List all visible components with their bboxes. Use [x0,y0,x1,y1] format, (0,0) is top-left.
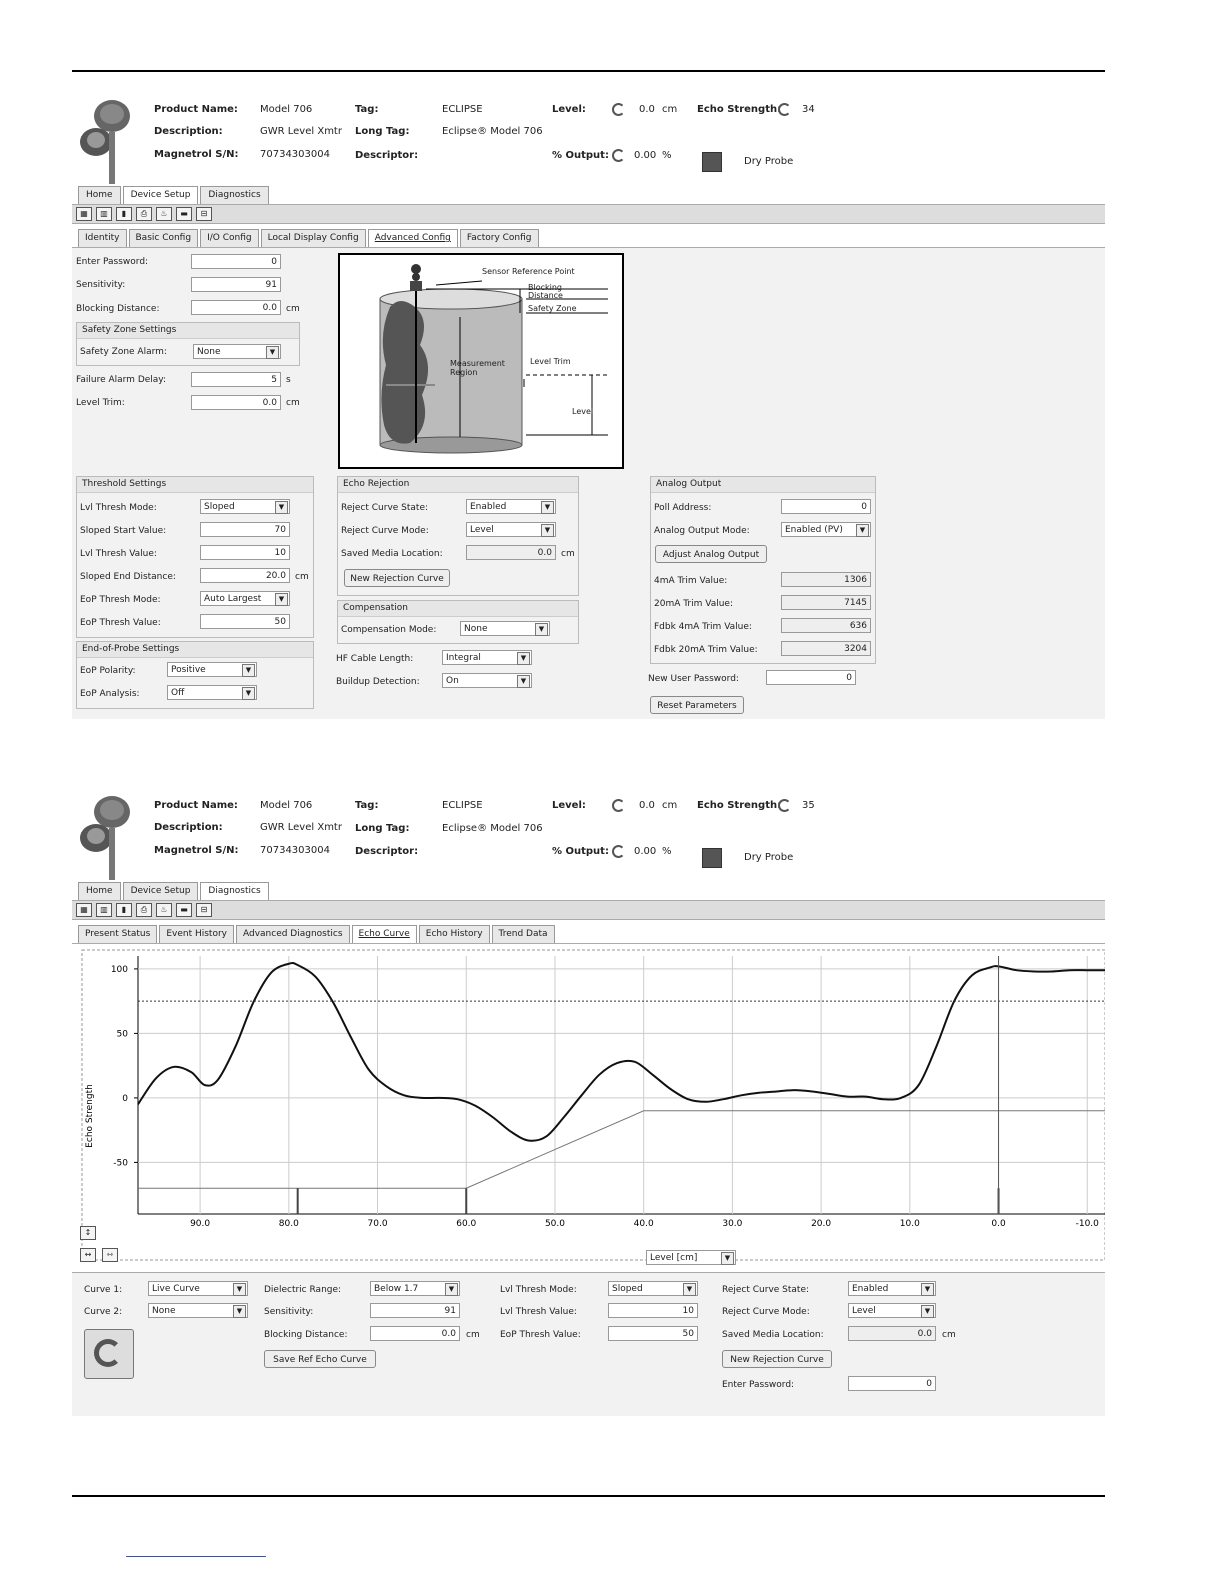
product-name-label: Product Name: [154,800,238,811]
dielectric-range-value: Below 1.7 [374,1284,419,1294]
eop-analysis-select[interactable] [167,685,257,700]
saved-media-location-value: 0.0 [848,1326,936,1341]
reset-parameters-button[interactable]: Reset Parameters [650,696,744,714]
sub-tabs [78,925,555,943]
level-trim-label: Level Trim: [76,398,125,408]
s-unit: s [286,375,291,385]
long-tag-label: Long Tag: [355,823,410,834]
reject-curve-state-select[interactable] [848,1281,936,1296]
tab-echo-curve[interactable]: Echo Curve [352,925,417,944]
sloped-end-input[interactable]: 20.0 [200,568,290,583]
tab-io-config[interactable]: I/O Config [200,229,259,248]
reject-curve-mode-select[interactable] [466,522,556,537]
print-icon[interactable]: ⎙ [136,903,152,917]
reject-curve-mode-select[interactable] [848,1303,936,1318]
output-label: % Output: [552,846,609,857]
echo-strength-label: Echo Strength: [697,104,782,115]
chevron-down-icon[interactable]: ▼ [921,1305,934,1318]
lvl-thresh-mode-select[interactable] [200,499,290,514]
status-indicator [702,848,722,868]
description-value: GWR Level Xmtr [260,126,342,137]
cm-unit: cm [561,549,575,559]
footer-link-line [126,1556,266,1557]
sloped-start-label: Sloped Start Value: [80,526,167,536]
horizontal-fit-icon[interactable]: ⇿ [102,1248,118,1262]
threshold-settings-group [76,476,314,638]
reject-curve-state-value: Enabled [852,1284,889,1294]
chevron-down-icon[interactable]: ▼ [535,623,548,636]
sensitivity-label: Sensitivity: [76,280,126,290]
compensation-title: Compensation [338,601,578,617]
status-text: Dry Probe [744,852,794,863]
y-tick-label: 0 [122,1093,128,1104]
reject-curve-mode-value: Level [470,525,494,535]
tab-factory-config[interactable]: Factory Config [460,229,539,248]
x-tick-label: 20.0 [811,1219,832,1229]
safety-zone-group [76,322,300,366]
lvl-thresh-value-input[interactable]: 10 [200,545,290,560]
lvl-thresh-value-label: Lvl Thresh Value: [500,1307,577,1317]
vertical-zoom-icon[interactable]: ↕ [80,1226,96,1240]
echo-strength-value: 35 [802,800,815,811]
x-tick-label: 70.0 [367,1219,388,1229]
sub-tabs [78,229,539,247]
x-axis-unit-select[interactable] [646,1250,736,1265]
tag-value: ECLIPSE [442,800,483,811]
description-label: Description: [154,822,223,833]
main-tabs [78,882,269,900]
curve2-label: Curve 2: [84,1307,123,1317]
refresh-icon[interactable] [612,845,625,858]
curve1-label: Curve 1: [84,1285,123,1295]
status-indicator [702,152,722,172]
hf-cable-length-label: HF Cable Length: [336,654,414,664]
echo-curve-content [72,943,1105,1415]
chevron-down-icon[interactable]: ▼ [275,501,288,514]
refresh-icon[interactable] [778,103,791,116]
tab-device-setup[interactable]: Device Setup [123,186,199,205]
chevron-down-icon[interactable]: ▼ [683,1283,696,1296]
echo-strength-label: Echo Strength: [697,800,782,811]
safety-zone-alarm-select[interactable] [193,344,281,359]
layout-alt-icon[interactable]: ▥ [96,207,112,221]
safety-zone-group-title: Safety Zone Settings [77,323,299,339]
tab-basic-config[interactable]: Basic Config [129,229,199,248]
lvl-thresh-mode-label: Lvl Thresh Mode: [80,503,157,513]
chevron-down-icon[interactable]: ▼ [445,1283,458,1296]
fdbk4-value: 636 [781,618,871,633]
analog-output-group [650,476,876,664]
curve2-value: None [152,1306,176,1316]
chevron-down-icon[interactable]: ▼ [242,687,255,700]
chevron-down-icon[interactable]: ▼ [233,1283,246,1296]
reject-curve-state-value: Enabled [470,502,507,512]
eop-polarity-label: EoP Polarity: [80,666,136,676]
horizontal-zoom-icon[interactable]: ↔ [80,1248,96,1262]
eop-thresh-value-input[interactable]: 50 [200,614,290,629]
refresh-icon[interactable] [612,149,625,162]
output-value: 0.00 [634,150,657,161]
level-label: Level: [552,104,586,115]
serial-value: 70734303004 [260,845,330,856]
x-tick-label: 10.0 [899,1219,920,1229]
diagram-label-distance: Distance [528,291,563,300]
reject-curve-mode-label: Reject Curve Mode: [722,1307,810,1317]
dielectric-range-label: Dielectric Range: [264,1285,342,1295]
tab-home[interactable]: Home [78,882,121,901]
long-tag-label: Long Tag: [355,126,410,137]
transmitter-image [76,94,136,186]
level-measurement-diagram [338,253,624,469]
chevron-down-icon[interactable]: ▼ [921,1283,934,1296]
device-icon[interactable]: ♨ [156,903,172,917]
new-rejection-curve-button[interactable]: New Rejection Curve [344,569,450,587]
tag-value: ECLIPSE [442,104,483,115]
tab-echo-history[interactable]: Echo History [419,925,490,944]
blocking-distance-input[interactable]: 0.0 [370,1326,460,1341]
echo-rejection-group [337,476,579,596]
eop-polarity-select[interactable] [167,662,257,677]
output-unit: % [662,150,672,161]
level-label: Level: [552,800,586,811]
chevron-down-icon[interactable]: ▼ [242,664,255,677]
lvl-thresh-mode-value: Sloped [612,1284,643,1294]
status-text: Dry Probe [744,156,794,167]
diagram-label-measurement: Measurement [450,359,505,368]
diagram-label-level: Level [572,407,594,416]
fdbk20-value: 3204 [781,641,871,656]
enter-password-input[interactable]: 0 [191,254,281,269]
adjust-analog-output-button[interactable]: Adjust Analog Output [655,545,767,563]
eop-thresh-value-label: EoP Thresh Value: [80,618,161,628]
analog-output-mode-select[interactable] [781,522,871,537]
sloped-end-label: Sloped End Distance: [80,572,176,582]
y-axis-label: Echo Strength [85,1084,95,1148]
tab-diagnostics[interactable]: Diagnostics [200,186,268,205]
eop-analysis-value: Off [171,688,185,698]
chevron-down-icon[interactable]: ▼ [721,1252,734,1265]
long-tag-value: Eclipse® Model 706 [442,823,543,834]
saved-media-location-label: Saved Media Location: [341,549,443,559]
cm-unit: cm [286,304,300,314]
echo-rejection-title: Echo Rejection [338,477,578,493]
eop-thresh-mode-value: Auto Largest [204,594,262,604]
x-tick-label: 0.0 [991,1219,1006,1229]
curve2-select[interactable] [148,1303,248,1318]
chevron-down-icon[interactable]: ▼ [517,652,530,665]
reject-curve-mode-label: Reject Curve Mode: [341,526,429,536]
lvl-thresh-mode-label: Lvl Thresh Mode: [500,1285,577,1295]
refresh-icon[interactable] [612,103,625,116]
toolbar [72,900,1105,920]
level-unit: cm [662,104,678,115]
fdbk4-label: Fdbk 4mA Trim Value: [654,622,752,632]
layout-alt-icon[interactable]: ▥ [96,903,112,917]
chevron-down-icon[interactable]: ▼ [541,501,554,514]
description-value: GWR Level Xmtr [260,822,342,833]
layout-icon[interactable]: ▦ [76,903,92,917]
tab-advanced-config[interactable]: Advanced Config [368,229,458,248]
analog-output-mode-value: Enabled (PV) [785,525,843,535]
threshold-settings-title: Threshold Settings [77,477,313,493]
x-tick-label: 50.0 [544,1219,565,1229]
failure-alarm-delay-label: Failure Alarm Delay: [76,375,166,385]
sensitivity-label: Sensitivity: [264,1307,314,1317]
x-tick-label: 60.0 [456,1219,477,1229]
diagram-label-safety-zone: Safety Zone [528,304,577,313]
product-name-label: Product Name: [154,104,238,115]
enter-password-label: Enter Password: [722,1380,795,1390]
refresh-icon[interactable] [612,799,625,812]
page-bottom-rule [72,1495,1105,1497]
hf-cable-length-value: Integral [446,653,481,663]
toolbar [72,204,1105,224]
fdbk20-label: Fdbk 20mA Trim Value: [654,645,758,655]
tab-diagnostics[interactable]: Diagnostics [200,882,268,901]
descriptor-label: Descriptor: [355,150,419,161]
device-icon[interactable]: ♨ [156,207,172,221]
tab-home[interactable]: Home [78,186,121,205]
x-tick-label: 90.0 [190,1219,211,1229]
image-icon[interactable]: ▬ [176,903,192,917]
diagnostics-screen [72,788,1105,1414]
page-top-rule [72,70,1105,72]
reject-curve-mode-value: Level [852,1306,876,1316]
sloped-start-input[interactable]: 70 [200,522,290,537]
blocking-distance-input[interactable]: 0.0 [191,300,281,315]
layout-icon[interactable]: ▦ [76,207,92,221]
tag-label: Tag: [355,800,379,811]
chevron-down-icon[interactable]: ▼ [233,1305,246,1318]
new-rejection-curve-button[interactable]: New Rejection Curve [722,1350,832,1368]
eop-analysis-label: EoP Analysis: [80,689,140,699]
analog-output-title: Analog Output [651,477,875,493]
long-tag-value: Eclipse® Model 706 [442,126,543,137]
product-name-value: Model 706 [260,104,313,115]
tab-local-display-config[interactable]: Local Display Config [261,229,366,248]
tab-event-history[interactable]: Event History [159,925,234,944]
curve1-value: Live Curve [152,1284,200,1294]
eop-thresh-mode-select[interactable] [200,591,290,606]
cm-unit: cm [295,572,309,582]
analog-output-mode-label: Analog Output Mode: [654,526,750,536]
window-icon[interactable]: ⊟ [196,207,212,221]
tab-identity[interactable]: Identity [78,229,127,248]
eop-thresh-value-input[interactable]: 50 [608,1326,698,1341]
y-tick-label: 50 [116,1029,128,1040]
serial-value: 70734303004 [260,149,330,160]
trim4-value: 1306 [781,572,871,587]
cm-unit: cm [466,1330,480,1340]
eop-settings-title: End-of-Probe Settings [77,642,313,658]
tab-advanced-diagnostics[interactable]: Advanced Diagnostics [236,925,350,944]
poll-address-label: Poll Address: [654,503,712,513]
description-label: Description: [154,126,223,137]
compensation-mode-select[interactable] [460,621,550,636]
new-user-password-label: New User Password: [648,674,739,684]
trim20-value: 7145 [781,595,871,610]
hf-cable-length-select[interactable] [442,650,532,665]
tag-label: Tag: [355,104,379,115]
diagram-label-level-trim: Level Trim [530,357,571,366]
output-value: 0.00 [634,846,657,857]
serial-label: Magnetrol S/N: [154,845,239,856]
refresh-icon [94,1339,122,1367]
echo-curve-controls [72,1272,1105,1416]
trim20-label: 20mA Trim Value: [654,599,733,609]
print-icon[interactable]: ⎙ [136,207,152,221]
echo-curve-chart [72,944,1105,1264]
echo-strength-value: 34 [802,104,815,115]
x-tick-label: -10.0 [1075,1219,1099,1229]
save-icon[interactable]: ▮ [116,207,132,221]
new-user-password-input[interactable]: 0 [766,670,856,685]
saved-media-location-value: 0.0 [466,545,556,560]
x-tick-label: 40.0 [633,1219,654,1229]
eop-polarity-value: Positive [171,665,206,675]
blocking-distance-label: Blocking Distance: [76,304,160,314]
x-tick-label: 80.0 [278,1219,299,1229]
advanced-config-content [72,247,1105,719]
reject-curve-state-select[interactable] [466,499,556,514]
level-trim-input[interactable]: 0.0 [191,395,281,410]
chevron-down-icon[interactable]: ▼ [517,675,530,688]
cm-unit: cm [942,1330,956,1340]
device-setup-screen [72,92,1105,718]
save-icon[interactable]: ▮ [116,903,132,917]
eop-settings-group [76,641,314,709]
buildup-detection-value: On [446,676,459,686]
cm-unit: cm [286,398,300,408]
eop-thresh-mode-label: EoP Thresh Mode: [80,595,161,605]
curve1-select[interactable] [148,1281,248,1296]
dielectric-range-select[interactable] [370,1281,460,1296]
lvl-thresh-mode-select[interactable] [608,1281,698,1296]
safety-zone-alarm-label: Safety Zone Alarm: [80,347,167,357]
blocking-distance-label: Blocking Distance: [264,1330,348,1340]
chevron-down-icon[interactable]: ▼ [856,524,869,537]
lvl-thresh-mode-value: Sloped [204,502,235,512]
refresh-icon[interactable] [778,799,791,812]
buildup-detection-label: Buildup Detection: [336,677,420,687]
tab-present-status[interactable]: Present Status [78,925,157,944]
sensitivity-input[interactable]: 91 [191,277,281,292]
sensitivity-input[interactable]: 91 [370,1303,460,1318]
product-name-value: Model 706 [260,800,313,811]
x-axis-unit-value: Level [cm] [650,1253,698,1263]
descriptor-label: Descriptor: [355,846,419,857]
lvl-thresh-value-input[interactable]: 10 [608,1303,698,1318]
level-value: 0.0 [639,800,655,811]
compensation-mode-label: Compensation Mode: [341,625,437,635]
lvl-thresh-value-label: Lvl Thresh Value: [80,549,157,559]
level-unit: cm [662,800,678,811]
save-ref-echo-curve-button[interactable]: Save Ref Echo Curve [264,1350,376,1368]
y-tick-label: -50 [113,1158,128,1169]
compensation-mode-value: None [464,624,488,634]
tab-device-setup[interactable]: Device Setup [123,882,199,901]
enter-password-input[interactable]: 0 [848,1376,936,1391]
diagram-label-blocking: Blocking [528,283,563,292]
x-tick-label: 30.0 [722,1219,743,1229]
level-value: 0.0 [639,104,655,115]
y-tick-label: 100 [110,964,128,975]
output-label: % Output: [552,150,609,161]
diagram-label-region: Region [450,368,478,377]
failure-alarm-delay-input[interactable]: 5 [191,372,281,387]
main-tabs [78,186,269,204]
output-unit: % [662,846,672,857]
window-icon[interactable]: ⊟ [196,903,212,917]
tab-trend-data[interactable]: Trend Data [492,925,555,944]
eop-thresh-value-label: EoP Thresh Value: [500,1330,581,1340]
enter-password-label: Enter Password: [76,257,149,267]
chevron-down-icon[interactable]: ▼ [541,524,554,537]
transmitter-image [76,790,136,882]
compensation-group [337,600,579,644]
buildup-detection-select[interactable] [442,673,532,688]
safety-zone-alarm-value: None [197,347,221,357]
serial-label: Magnetrol S/N: [154,149,239,160]
trim4-label: 4mA Trim Value: [654,576,728,586]
chevron-down-icon[interactable]: ▼ [275,593,288,606]
chevron-down-icon[interactable]: ▼ [266,346,279,359]
diagram-label-sensor-ref: Sensor Reference Point [482,267,575,276]
reject-curve-state-label: Reject Curve State: [722,1285,810,1295]
image-icon[interactable]: ▬ [176,207,192,221]
refresh-curve-button[interactable] [84,1329,134,1379]
saved-media-location-label: Saved Media Location: [722,1330,824,1340]
poll-address-input[interactable]: 0 [781,499,871,514]
reject-curve-state-label: Reject Curve State: [341,503,429,513]
